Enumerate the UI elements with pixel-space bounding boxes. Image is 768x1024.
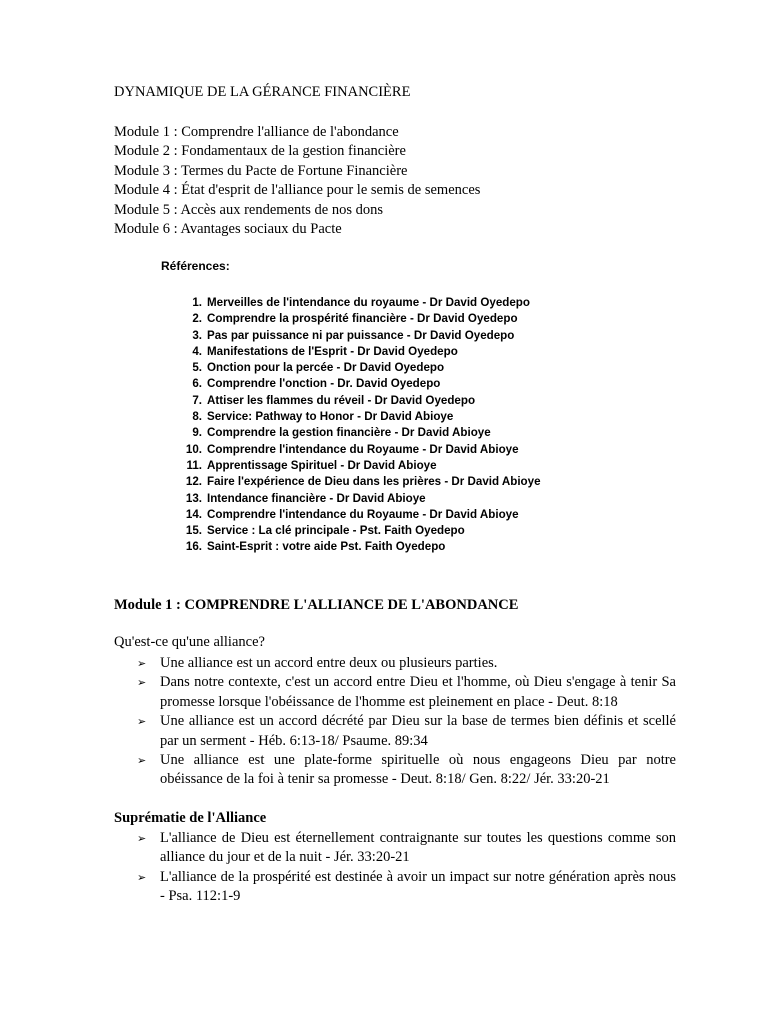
reference-item (170, 539, 541, 555)
reference-number: 10. (185, 442, 202, 456)
bullet-item (114, 751, 676, 790)
bullet-text: Une alliance est un accord décrété par Dieu sur la base de termes bien définis et scellé par un serment - Héb. 6:13-18/ Psaume. 89:34 (160, 713, 676, 749)
references-heading: Références: (161, 259, 230, 273)
module-item: Module 1 : Comprendre l'alliance de l'abondance (114, 124, 399, 140)
arrow-bullet-icon: ➢ (137, 676, 147, 690)
module-item: Module 2 : Fondamentaux de la gestion financière (114, 143, 406, 160)
reference-item (170, 393, 541, 409)
reference-text: Comprendre l'intendance du Royaume - Dr David Abioye (207, 442, 519, 456)
reference-number: 15. (185, 524, 202, 538)
supremacy-bullet-list (114, 829, 676, 907)
reference-item (170, 474, 541, 490)
bullet-item (114, 673, 676, 712)
reference-item (170, 458, 541, 474)
reference-item (170, 328, 541, 344)
reference-item (170, 425, 541, 441)
reference-number: 13. (185, 491, 202, 505)
reference-item (170, 523, 541, 539)
reference-number: 16. (185, 540, 202, 554)
references-list (170, 295, 541, 556)
bullet-text: Une alliance est un accord entre deux ou plusieurs parties. (160, 655, 498, 671)
reference-number: 8. (192, 410, 202, 424)
reference-text: Service: Pathway to Honor - Dr David Abioye (207, 410, 454, 424)
module-item: Module 4 : État d'esprit de l'alliance pour le semis de semences (114, 182, 481, 199)
reference-item (170, 344, 541, 360)
definition-bullet-list (114, 654, 676, 790)
reference-item (170, 376, 541, 392)
reference-text: Onction pour la percée - Dr David Oyedepo (207, 361, 445, 375)
bullet-item (114, 654, 676, 673)
document-title: DYNAMIQUE DE LA GÉRANCE FINANCIÈRE (114, 84, 411, 100)
bullet-item (114, 829, 676, 868)
module-item: Module 6 : Avantages sociaux du Pacte (114, 221, 342, 238)
reference-number: 5. (192, 361, 202, 375)
bullet-item (114, 712, 676, 751)
reference-item (170, 409, 541, 425)
reference-item (170, 360, 541, 376)
reference-text: Comprendre l'intendance du Royaume - Dr David Abioye (207, 507, 519, 521)
reference-text: Intendance financière - Dr David Abioye (207, 491, 426, 505)
bullet-text: Dans notre contexte, c'est un accord entre Dieu et l'homme, où Dieu s'engage à tenir Sa promesse lorsque l'obéissance de l'homme est pleinement en place - Deut. 8:18 (160, 674, 676, 710)
module-list (114, 123, 480, 239)
reference-item (170, 507, 541, 523)
reference-number: 14. (185, 507, 202, 521)
arrow-bullet-icon: ➢ (137, 715, 147, 729)
question-text: Qu'est-ce qu'une alliance? (114, 634, 265, 650)
reference-text: Faire l'expérience de Dieu dans les prières - Dr David Abioye (207, 475, 541, 489)
reference-number: 9. (192, 426, 202, 440)
subheading: Suprématie de l'Alliance (114, 810, 267, 826)
reference-item (170, 442, 541, 458)
reference-text: Pas par puissance ni par puissance - Dr David Oyedepo (207, 328, 515, 342)
bullet-item (114, 868, 676, 907)
arrow-bullet-icon: ➢ (137, 870, 147, 884)
reference-text: Comprendre l'onction - Dr. David Oyedepo (207, 377, 441, 391)
module-item: Module 3 : Termes du Pacte de Fortune Financière (114, 162, 408, 179)
reference-number: 2. (192, 312, 202, 326)
reference-number: 7. (192, 393, 202, 407)
reference-text: Comprendre la prospérité financière - Dr David Oyedepo (207, 312, 518, 326)
reference-number: 1. (192, 296, 202, 309)
arrow-bullet-icon: ➢ (137, 754, 147, 768)
reference-text: Comprendre la gestion financière - Dr David Abioye (207, 426, 491, 440)
reference-text: Apprentissage Spirituel - Dr David Abioye (207, 458, 437, 472)
reference-text: Saint-Esprit : votre aide Pst. Faith Oyedepo (207, 540, 446, 554)
reference-number: 3. (192, 328, 202, 342)
reference-number: 12. (185, 475, 202, 489)
reference-text: Service : La clé principale - Pst. Faith Oyedepo (207, 524, 465, 538)
reference-number: 6. (192, 377, 202, 391)
reference-item (170, 295, 541, 311)
arrow-bullet-icon: ➢ (137, 657, 147, 670)
reference-item (170, 311, 541, 327)
arrow-bullet-icon: ➢ (137, 832, 147, 845)
bullet-text: Une alliance est une plate-forme spirituelle où nous engageons Dieu par notre obéissance de la foi à tenir sa promesse - Deut. 8:18/ Gen. 8:22/ Jér. 33:20-21 (160, 752, 676, 788)
reference-item (170, 491, 541, 507)
section-title: Module 1 : COMPRENDRE L'ALLIANCE DE L'ABONDANCE (114, 597, 519, 613)
bullet-text: L'alliance de Dieu est éternellement contraignante sur toutes les questions comme son alliance du jour et de la nuit - Jér. 33:20-21 (160, 830, 676, 866)
reference-number: 4. (192, 344, 202, 358)
reference-number: 11. (186, 458, 202, 472)
reference-text: Manifestations de l'Esprit - Dr David Oyedepo (207, 344, 458, 358)
bullet-text: L'alliance de la prospérité est destinée à avoir un impact sur notre génération après nous - Psa. 112:1-9 (160, 868, 676, 905)
reference-text: Merveilles de l'intendance du royaume - Dr David Oyedepo (207, 296, 530, 309)
module-item: Module 5 : Accès aux rendements de nos dons (114, 201, 384, 218)
reference-text: Attiser les flammes du réveil - Dr David Oyedepo (207, 393, 476, 407)
